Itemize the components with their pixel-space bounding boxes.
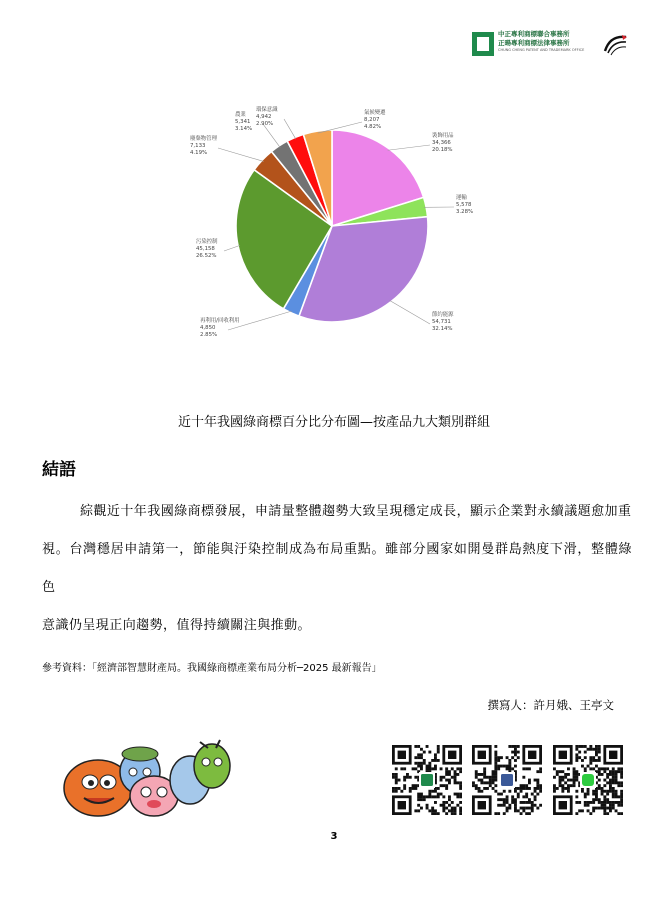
logo-text	[498, 30, 584, 53]
swirl-icon	[602, 31, 628, 57]
pie-chart-svg	[170, 100, 510, 360]
line-icon	[582, 774, 594, 786]
mascot-characters-icon	[62, 736, 234, 820]
body-line: 綜觀近十年我國綠商標發展，申請量整體趨勢大致呈現穩定成長，顯示企業對永續議題愈加重	[80, 504, 632, 519]
leader-line	[284, 119, 296, 139]
slice-label: 農業 5,341 3.14%	[235, 112, 253, 132]
section-title: 結語	[42, 460, 76, 480]
logo-mark-icon	[421, 774, 433, 786]
page-number: 3	[330, 831, 338, 842]
leader-line	[218, 148, 264, 161]
logo-mark-icon	[472, 32, 494, 56]
qr-code-image	[553, 745, 623, 815]
slice-label: 廢棄物管理 7,133 4.19%	[190, 136, 217, 156]
leader-line	[388, 145, 430, 150]
qr-code-facebook[interactable]	[472, 745, 542, 815]
qr-code-website[interactable]	[392, 745, 462, 815]
logo-line2: 正暘專利商標法律事務所	[498, 39, 570, 47]
slice-label: 運輸 5,578 3.28%	[456, 195, 474, 215]
company-logo	[472, 30, 632, 58]
author-line: 撰寫人：許月娥、王亭文	[487, 698, 614, 712]
logo-line1: 中正專利商標聯合事務所	[498, 30, 570, 38]
logo-line3: CHUNG CHENG PATENT AND TRADEMARK OFFICE	[498, 48, 585, 52]
leader-line	[390, 300, 430, 324]
pie-chart	[170, 100, 510, 360]
body-line: 視。台灣穩居申請第一，節能與汙染控制成為布局重點。雖部分國家如開曼群島熱度下滑，整體綠色	[42, 542, 632, 595]
facebook-icon	[501, 774, 513, 786]
qr-code-image	[472, 745, 542, 815]
figure-caption: 近十年我國綠商標百分比分布圖—按產品九大類別群組	[177, 415, 490, 430]
slice-label: 節約能源 54,731 32.14%	[432, 312, 454, 332]
qr-code-image	[392, 745, 462, 815]
slice-label: 環保意識 4,942 2.90%	[256, 107, 278, 127]
slice-label: 污染控制 45,158 26.52%	[196, 239, 218, 259]
leader-line	[263, 124, 280, 148]
leader-line	[224, 245, 240, 251]
body-line: 意識仍呈現正向趨勢，值得持續關注與推動。	[42, 618, 312, 633]
reference-note: 參考資料：「經濟部智慧財產局。我國綠商標產業布局分析─2025 最新報告」	[42, 663, 382, 674]
body-paragraph	[42, 493, 632, 645]
slice-label: 再利用/回收利用 4,850 2.85%	[200, 318, 240, 338]
slice-label: 裝飾用品 34,366 20.18%	[432, 133, 454, 153]
slice-label: 氣候變遷 8,207 4.82%	[364, 110, 386, 130]
qr-code-line[interactable]	[553, 745, 623, 815]
